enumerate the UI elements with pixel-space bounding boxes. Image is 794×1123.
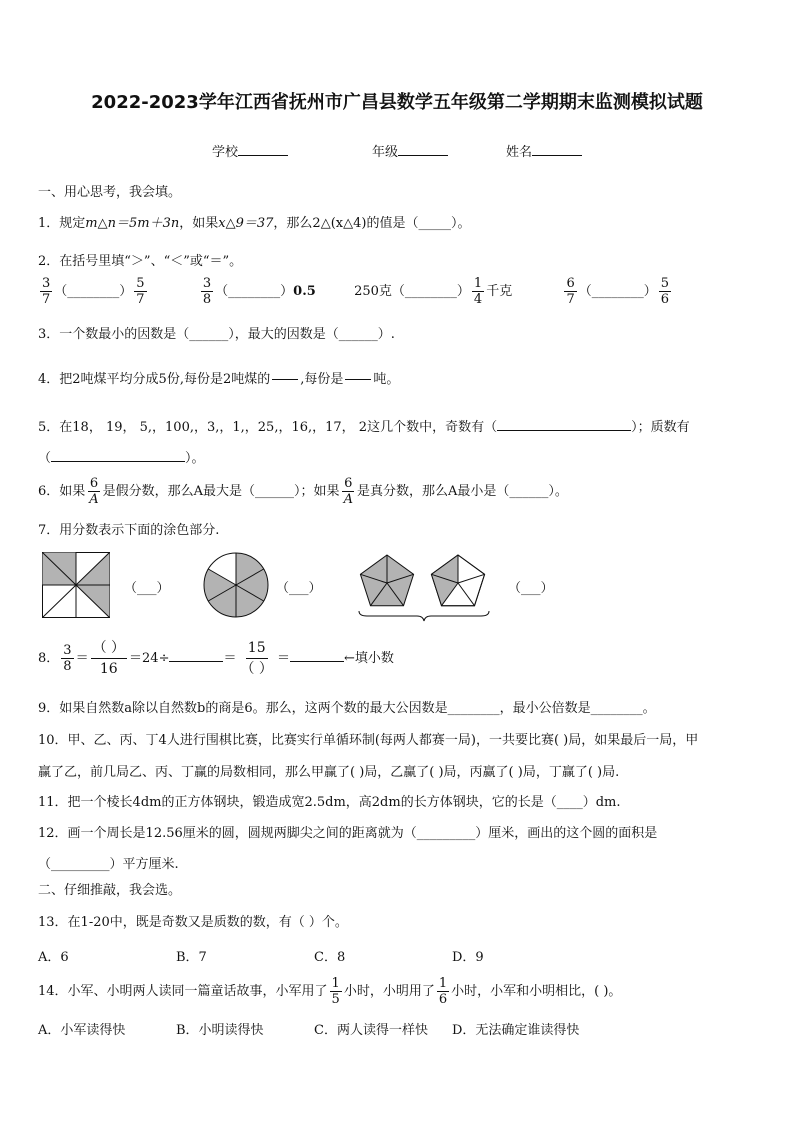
blank-fraction — [272, 364, 298, 395]
pentagon-figure-1 — [357, 553, 417, 609]
page-title: 2022-2023学年江西省抚州市广昌县数学五年级第二学期期末监测模拟试题 — [91, 92, 703, 113]
question-12: 12．画一个周长是12.56厘米的圆，圆规两脚尖之间的距离就为（_________）厘米，画出的这个圆的面积是 — [38, 826, 658, 841]
question-7: 7．用分数表示下面的涂色部分. — [38, 523, 220, 538]
fraction: $\frac{6}{A}$ — [89, 476, 99, 507]
question-11: 11．把一个棱长4dm的正方体钢块，锻造成宽2.5dm，高2dm的长方体钢块，它的长是（____）dm. — [38, 795, 621, 810]
answer-blank-1[interactable]: （___） — [124, 581, 170, 596]
answer-blank-3[interactable]: （___） — [508, 581, 554, 596]
question-4: 4．把2吨煤平均分成5份,每份是2吨煤的 ,每份是 吨。 — [38, 364, 399, 395]
brace — [357, 609, 491, 623]
fraction: $\frac{1}{6}$ — [438, 976, 448, 1007]
q13-option-b[interactable]: B．7 — [176, 950, 207, 965]
answer-blank-2[interactable]: （___） — [276, 581, 322, 596]
question-10-cont: 赢了乙，前几局乙、丙、丁赢的局数相同，那么甲赢了( )局，乙赢了( )局，丙赢了( )局，丁赢了( )局. — [38, 765, 620, 780]
q14-option-d[interactable]: D．无法确定谁读得快 — [452, 1023, 580, 1038]
fraction: $\frac{5}{7}$ — [136, 276, 145, 307]
question-13: 13．在1-20中，既是奇数又是质数的数，有（ ）个。 — [38, 915, 348, 930]
circle-figure — [203, 552, 269, 618]
question-5-cont: （ ）。 — [38, 451, 205, 466]
question-10: 10．甲、乙、丙、丁4人进行围棋比赛，比赛实行单循环制(每两人都赛一局)，一共要比赛( )局，如果最后一局，甲 — [38, 733, 699, 748]
question-8: 8． $\frac{3}{8}$ ＝ $\frac{( )}{16}$ ＝24÷ ＝ $\frac{15}{( )}$ ＝ ←填小数 — [38, 640, 394, 677]
q14-option-b[interactable]: B．小明读得快 — [176, 1023, 264, 1038]
question-6: 6．如果 $\frac{6}{A}$ 是假分数，那么A最大是（______）；如果 $\frac{6}{A}$ 是真分数，那么A最小是（______）。 — [38, 476, 568, 507]
fraction: $\frac{1}{4}$ — [473, 276, 483, 307]
question-5: 5．在18， 19， 5,，100,，3,，1,，25,，16,，17， 2这几个数中，奇数有（ ）；质数有 — [38, 420, 690, 435]
section-1-heading: 一、用心思考，我会填。 — [38, 185, 182, 200]
school-field[interactable] — [212, 141, 288, 160]
q14-option-a[interactable]: A．小军读得快 — [38, 1023, 126, 1038]
fraction: $\frac{1}{5}$ — [331, 976, 340, 1007]
name-field[interactable] — [506, 141, 582, 160]
grade-label: 年级 — [372, 145, 399, 160]
blank-fraction — [345, 364, 371, 395]
grade-field[interactable] — [372, 141, 448, 160]
question-12-cont: （_________）平方厘米. — [38, 857, 179, 872]
q13-option-a[interactable]: A．6 — [38, 950, 69, 965]
question-2: 2．在括号里填“＞”、“＜”或“＝”。 — [38, 254, 243, 269]
question-14: 14．小军、小明两人读同一篇童话故事，小军用了 $\frac{1}{5}$ 小时，小明用了 $\frac{1}{6}$ 小时，小军和小明相比，( )。 — [38, 976, 622, 1007]
fraction: $\frac{6}{A}$ — [343, 476, 353, 507]
square-figure — [42, 552, 110, 618]
school-label: 学校 — [212, 145, 239, 160]
fraction: $\frac{5}{6}$ — [660, 276, 670, 307]
name-label: 姓名 — [506, 145, 533, 160]
q13-option-d[interactable]: D．9 — [452, 950, 484, 965]
fraction: $\frac{( )}{16}$ — [92, 640, 126, 677]
section-2-heading: 二、仔细推敲，我会选。 — [38, 883, 182, 898]
question-9: 9．如果自然数a除以自然数b的商是6。那么，这两个数的最大公因数是________，最小公倍数是________。 — [38, 701, 656, 716]
fraction: $\frac{3}{7}$ — [42, 276, 51, 307]
fraction: $\frac{3}{8}$ — [63, 643, 72, 674]
q14-option-c[interactable]: C．两人读得一样快 — [314, 1023, 428, 1038]
fraction: $\frac{6}{7}$ — [566, 276, 575, 307]
question-2-items: $\frac{3}{7}$ （________） $\frac{5}{7}$ $\frac{3}{8}$ （________）0.5 250克（________） $\frac{1}{4}$ 千克 $\frac{6}{7}$ （________） $\frac{5}{6}$ — [42, 276, 670, 307]
fraction: $\frac{3}{8}$ — [202, 276, 212, 307]
pentagon-figure-2 — [428, 553, 488, 609]
q13-option-c[interactable]: C．8 — [314, 950, 346, 965]
question-3: 3．一个数最小的因数是（______），最大的因数是（______）. — [38, 327, 395, 342]
fraction: $\frac{15}{( )}$ — [240, 640, 273, 677]
question-1: 1．规定m△n＝5m＋3n，如果x△9＝37，那么2△(x△4)的值是（_____）。 — [38, 216, 471, 231]
